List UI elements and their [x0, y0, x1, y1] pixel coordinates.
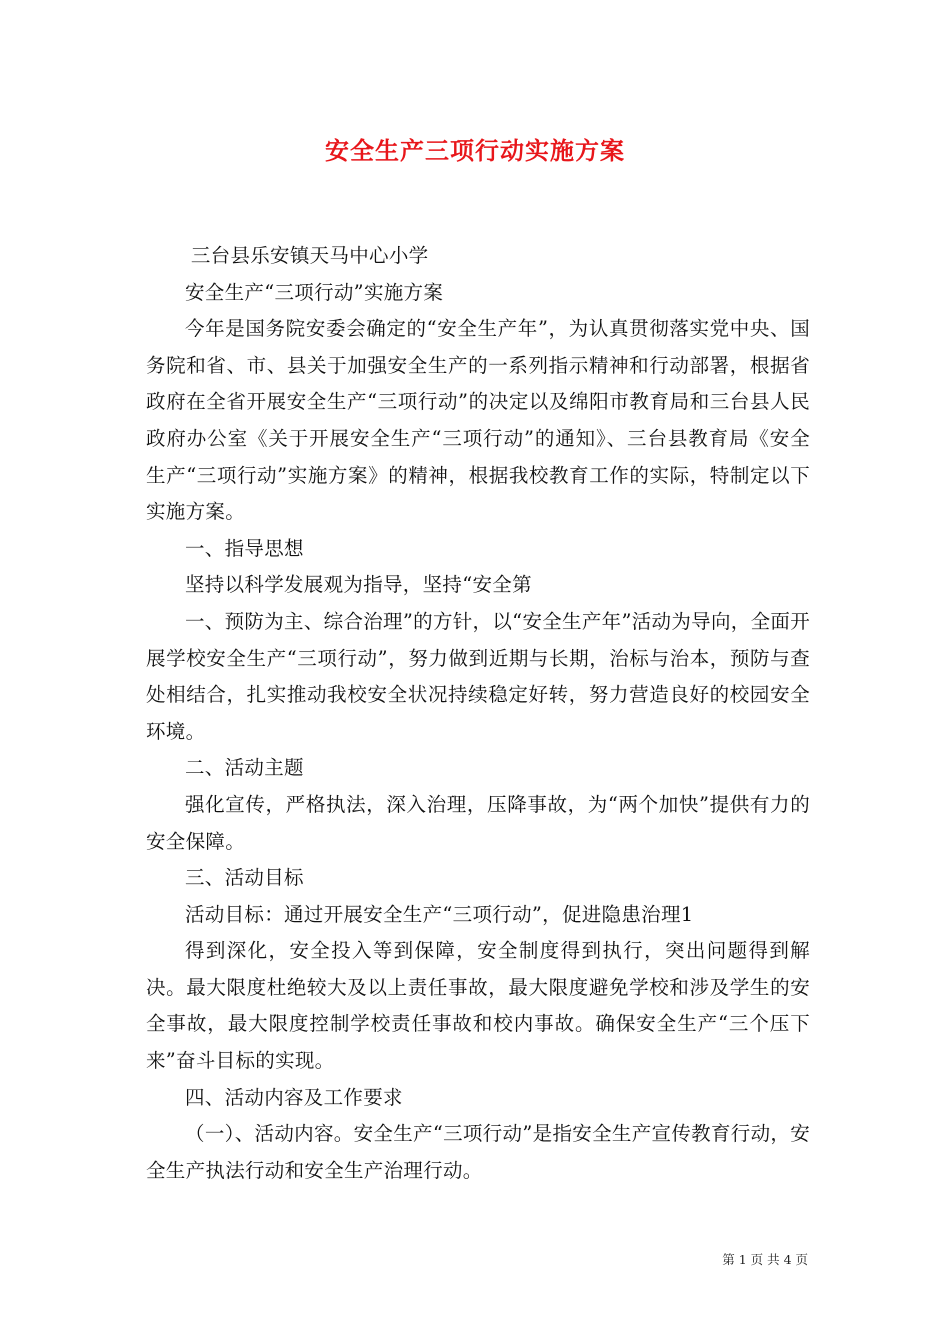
document-body	[146, 238, 810, 1189]
activity-content-paragraph: （一）、活动内容。安全生产“三项行动”是指安全生产宣传教育行动，安全生产执法行动和安全生产治理行动。	[146, 1122, 810, 1182]
document-title: 安全生产三项行动实施方案	[325, 136, 625, 165]
section-heading-2: 二、活动主题	[185, 756, 304, 780]
section-heading-4: 四、活动内容及工作要求	[185, 1085, 403, 1109]
plan-subtitle: 安全生产“三项行动”实施方案	[185, 280, 444, 304]
guiding-ideology-line: 坚持以科学发展观为指导，坚持“安全第	[185, 573, 532, 597]
activity-goal-line: 活动目标：通过开展安全生产“三项行动”，促进隐患治理1	[185, 902, 694, 926]
school-name: 三台县乐安镇天马中心小学	[190, 244, 429, 267]
section-heading-3: 三、活动目标	[185, 866, 304, 890]
guiding-ideology-paragraph: 一、预防为主、综合治理”的方针，以“安全生产年”活动为导向，全面开展学校安全生产“三项行动”，努力做到近期与长期，治标与治本，预防与查处相结合，扎实推动我校安全状况持续稳定好转，努力营造良好的校园安全环境。	[146, 609, 810, 743]
activity-goal-paragraph: 得到深化，安全投入等到保障，安全制度得到执行，突出问题得到解决。最大限度杜绝较大及以上责任事故，最大限度避免学校和涉及学生的安全事故，最大限度控制学校责任事故和校内事故。确保安全生产“三个压下来”奋斗目标的实现。	[146, 939, 810, 1073]
intro-paragraph: 今年是国务院安委会确定的“安全生产年”，为认真贯彻落实党中央、国务院和省、市、县关于加强安全生产的一系列指示精神和行动部署，根据省政府在全省开展安全生产“三项行动”的决定以及绵阳市教育局和三台县人民政府办公室《关于开展安全生产“三项行动”的通知》、三台县教育局《安全生产“三项行动”实施方案》的精神，根据我校教育工作的实际，特制定以下实施方案。	[146, 317, 810, 524]
section-heading-1: 一、指导思想	[185, 536, 304, 560]
page-number-footer: 第 1 页 共 4 页	[722, 1252, 808, 1267]
activity-theme-paragraph: 强化宣传，严格执法，深入治理，压降事故，为“两个加快”提供有力的安全保障。	[146, 792, 810, 853]
